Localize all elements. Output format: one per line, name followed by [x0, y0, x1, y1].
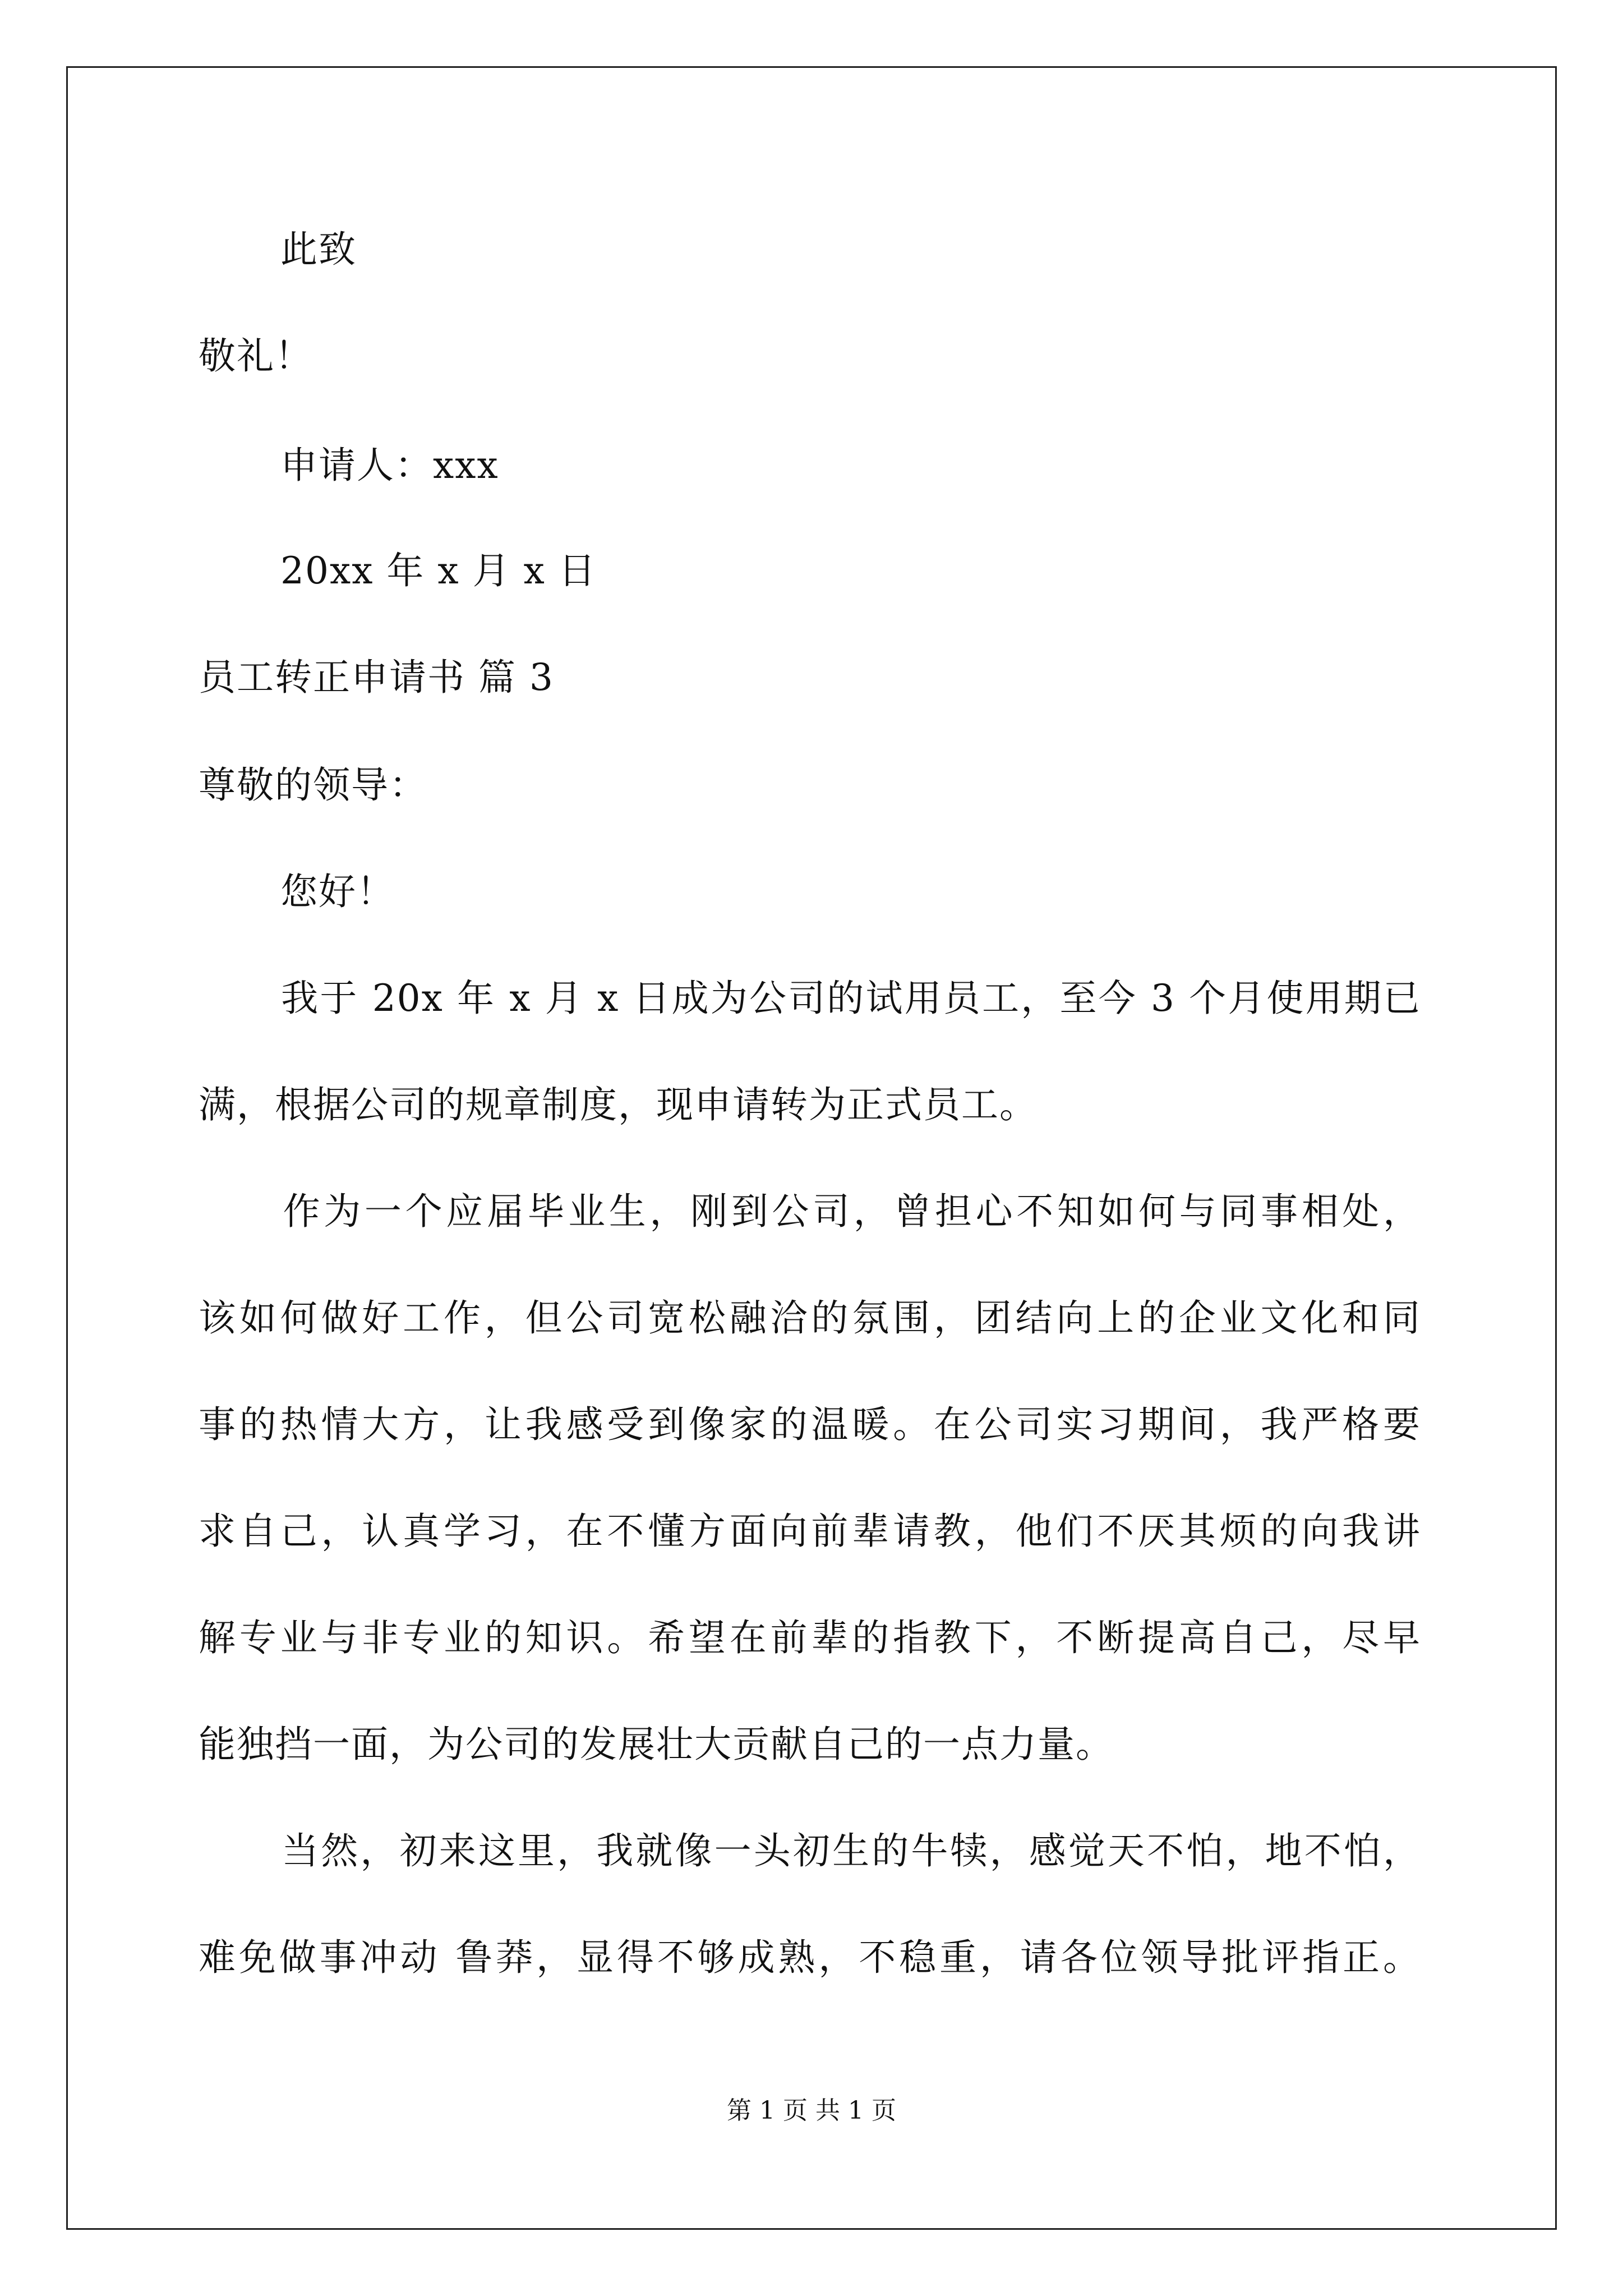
date-line: 20xx 年 x 月 x 日 [280, 549, 597, 592]
section-title: 员工转正申请书 篇 3 [199, 656, 554, 699]
applicant-line: 申请人：xxx [280, 444, 499, 487]
paragraph-line: 求自己，认真学习，在不懂方面向前辈请教，他们不厌其烦的向我讲 [199, 1510, 1421, 1553]
paragraph-line: 作为一个应届毕业生，刚到公司，曾担心不知如何与同事相处， [280, 1190, 1421, 1233]
greeting-addressee: 尊敬的领导： [199, 763, 427, 807]
paragraph-line: 解专业与非专业的知识。希望在前辈的指教下，不断提高自己，尽早 [199, 1616, 1421, 1659]
paragraph-line: 满，根据公司的规章制度，现申请转为正式员工。 [199, 1083, 1038, 1126]
page-footer: 第 1 页 共 1 页 [727, 2096, 896, 2125]
paragraph-line: 我于 20x 年 x 月 x 日成为公司的试用员工，至今 3 个月使用期已 [280, 977, 1421, 1020]
closing-line: 此致 [280, 228, 357, 271]
paragraph-line: 该如何做好工作，但公司宽松融洽的氛围，团结向上的企业文化和同 [199, 1296, 1421, 1340]
page-border [66, 66, 1557, 2230]
greeting-hello: 您好！ [280, 870, 395, 913]
paragraph-line: 难免做事冲动 鲁莽，显得不够成熟，不稳重，请各位领导批评指正。 [199, 1936, 1421, 1979]
salutation-regards: 敬礼！ [199, 334, 313, 378]
paragraph-line: 事的热情大方，让我感受到像家的温暖。在公司实习期间，我严格要 [199, 1403, 1421, 1446]
paragraph-line: 当然，初来这里，我就像一头初生的牛犊，感觉天不怕，地不怕， [280, 1829, 1421, 1872]
paragraph-line: 能独挡一面，为公司的发展壮大贡献自己的一点力量。 [199, 1723, 1114, 1766]
